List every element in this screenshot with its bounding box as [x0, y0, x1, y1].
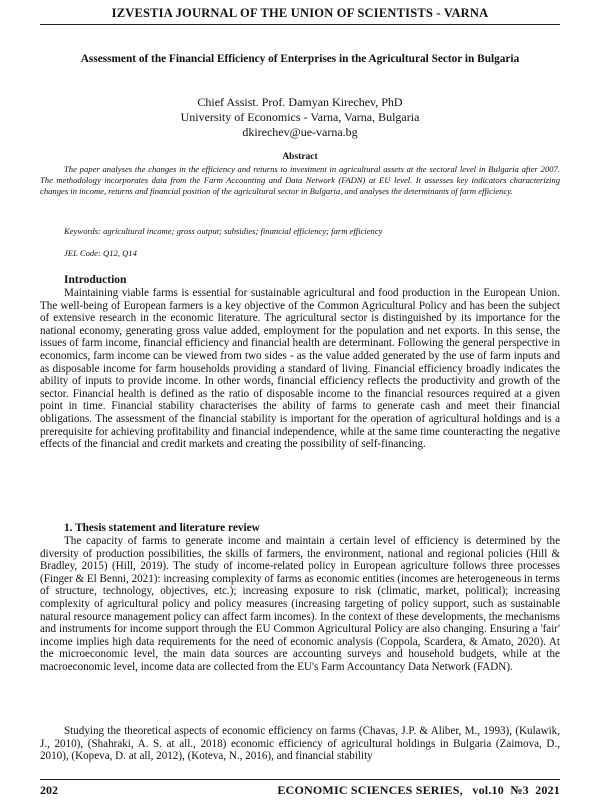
journal-header: IZVESTIA JOURNAL OF THE UNION OF SCIENTISTS - VARNA	[111, 6, 489, 20]
article-title: Assessment of the Financial Efficiency of Enterprises in the Agricultural Sector in Bulgaria	[80, 53, 520, 65]
author-block	[40, 95, 560, 140]
section-1-paragraph: The capacity of farms to generate income and maintain a certain level of efficiency is determined by the diversity of production possibilities, the skills of farmers, the environment, national and regional policies (Hill & Bradley, 2015) (Hill, 2019). The study of income-related policy in European agriculture follows three processes (Finger & El Benni, 2021): increasing complexity of farms as economic entities (incomes are heterogeneous in terms of structure, technology, objectives, etc.); increasing exposure to risk (climatic, market, political); increasing complexity of agricultural policy and policy measures (increasing targeting of policy support, such as sustainable natural resource management policy can affect farm incomes). In the context of these developments, the mechanisms and instruments for income support through the EU Common Agricultural Policy are also changing. Ensuring a 'fair' income implies high data requirements for the need of economic analysis (Coppola, Scardera, & Amato, 2020). At the microeconomic level, the main data sources are accounting surveys and household budgets, while at the macroeconomic level, income data are collected from the EU's Farm Accountancy Data Network (FADN).	[40, 535, 560, 673]
abstract-text: The paper analyses the changes in the efficiency and returns to investment in agricultural assets at the sectoral level in Bulgaria after 2007. The methodology incorporates data from the Farm Accounting and Data Network (FADN) at EU level. It assesses key indicators characterizing changes in income, returns and financial position of the agricultural sector in Bulgaria, and analyses the determinants of farm efficiency.	[40, 164, 560, 196]
author-affiliation: University of Economics - Varna, Varna, Bulgaria	[180, 110, 420, 124]
introduction-paragraph: Maintaining viable farms is essential for sustainable agricultural and food production in the European Union. The well-being of European farmers is a key objective of the Common Agricultural Policy and has been the subject of extensive research in the economic literature. The agricultural sector is distinguished by its importance for the national economy, generating gross value added, employment for the population and net exports. In this sense, the issues of farm income, financial efficiency and financial health are determinant. Following the general perspective in economics, farm income can be viewed from two sides - as the value added generated by the use of farm inputs and as disposable income for farm households providing a standard of living. Financial efficiency broadly indicates the ability of inputs to provide income. In other words, financial efficiency reflects the productivity and growth of the sector. Financial health is defined as the ratio of disposable income to the financial resources required at a given point in time. Financial stability characterises the ability of farms to generate cash and meet their financial obligations. The assessment of the financial stability is important for the operation of agricultural holdings and is a prerequisite for achieving profitability and financial independence, while at the same time counteracting the negative effects of the financial and credit markets and creating the possibility of self-financing.	[40, 287, 560, 451]
section-1-heading: 1. Thesis statement and literature review	[64, 522, 260, 534]
footer-rule	[40, 779, 560, 780]
abstract-heading: Abstract	[282, 152, 318, 162]
author-email: dkirechev@ue-varna.bg	[242, 125, 358, 139]
page-number: 202	[40, 783, 58, 797]
author-name: Chief Assist. Prof. Damyan Kirechev, PhD	[197, 95, 403, 109]
header-rule	[40, 24, 560, 25]
introduction-heading: Introduction	[64, 274, 127, 286]
section-1-paragraph-2: Studying the theoretical aspects of economic efficiency on farms (Chavas, J.P. & Aliber, M., 1993), (Kulawik, J., 2010), (Shahraki, A. S. at all., 2018) economic efficiency of agricultural holdings in Bulgaria (Zaimova, D., 2010), (Kopeva, D. at all, 2012), (Koteva, N., 2016), and financial stability	[40, 725, 560, 763]
keywords: Keywords: agricultural income; gross output; subsidies; financial efficiency; farm efficiency	[64, 226, 383, 236]
jel-code: JEL Code: Q12, Q14	[64, 248, 137, 258]
series-info: ECONOMIC SCIENCES SERIES, vol.10 №3 2021	[277, 783, 560, 797]
